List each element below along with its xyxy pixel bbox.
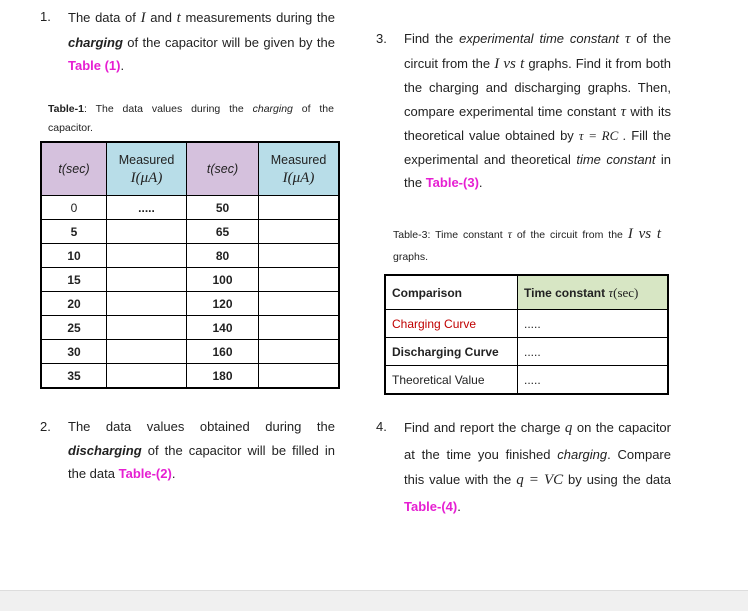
q3-text: Fill the experimental and theoretical: [404, 128, 671, 167]
caption-text: : The data values during the: [83, 103, 253, 115]
caption-text: Table-3: Time constant: [393, 229, 508, 241]
q1-text: of the capacitor will be given by the: [122, 34, 335, 50]
measured-cell[interactable]: [107, 364, 187, 389]
header-measured: [107, 142, 187, 196]
q4-text: Find and report the charge: [404, 420, 565, 435]
table-row: [41, 220, 339, 244]
var-i: I: [140, 10, 146, 26]
q3-text: with its theoretical value obtained by: [404, 103, 672, 143]
q4-emphasis: charging: [557, 446, 608, 462]
time-cell: 35: [41, 364, 107, 389]
q2-emphasis: discharging: [68, 442, 142, 458]
measured-cell[interactable]: [107, 268, 187, 292]
q4-number: 4.: [376, 419, 387, 434]
table-row: [385, 310, 668, 338]
q3-text: Find the: [404, 31, 460, 46]
table-row: [41, 316, 339, 340]
table1: [40, 141, 340, 389]
table-row: [41, 340, 339, 364]
header-measured-label: Measured: [118, 153, 175, 167]
q4-table-ref: Table-(4): [404, 498, 458, 514]
table1-header-row: [41, 142, 339, 196]
tau-symbol: τ: [624, 31, 631, 47]
time-cell: 15: [41, 268, 107, 292]
table-row: [41, 244, 339, 268]
value-cell[interactable]: .....: [518, 338, 669, 366]
q4-text: .: [457, 498, 461, 514]
var-q: q: [564, 420, 573, 436]
value-cell[interactable]: .....: [518, 366, 669, 395]
measured-cell[interactable]: [259, 364, 340, 389]
time-cell: 50: [187, 196, 259, 220]
q1-text: measurements during the: [180, 10, 335, 25]
q3-emphasis: experimental time constant: [459, 31, 620, 46]
row-label: Discharging Curve: [385, 338, 518, 366]
q4-text: by using the data: [563, 472, 671, 487]
q2-text: The data values obtained during the: [68, 419, 335, 434]
table-row: [41, 196, 339, 220]
q2-number: 2.: [40, 419, 51, 434]
time-cell: 65: [187, 220, 259, 244]
measured-cell[interactable]: [107, 220, 187, 244]
measured-cell[interactable]: [259, 244, 340, 268]
q3-text: graphs. Find it from both the charging and discharging graphs. Then, compare experimental time constant: [404, 55, 672, 119]
measured-cell[interactable]: [259, 292, 340, 316]
table-row: [385, 366, 668, 395]
time-cell: 25: [41, 316, 107, 340]
q3-text: .: [478, 175, 483, 190]
row-label: Charging Curve: [385, 310, 518, 338]
header-label: Time constant: [524, 285, 609, 300]
q2-text: .: [171, 466, 176, 481]
q2-text: of the capacitor will be filled in the data: [68, 442, 335, 481]
q1-emphasis: charging: [68, 34, 123, 50]
q3-emphasis: time constant: [576, 151, 656, 167]
q3-paragraph: [404, 27, 671, 195]
time-cell: 120: [187, 292, 259, 316]
header-time-label: t(sec): [58, 162, 90, 176]
measured-cell[interactable]: .....: [107, 196, 187, 220]
value-cell[interactable]: .....: [518, 310, 669, 338]
measured-cell[interactable]: [259, 196, 340, 220]
table-row: [385, 338, 668, 366]
q2-paragraph: [68, 415, 335, 486]
time-cell: 0: [41, 196, 107, 220]
caption-text: of the capacitor.: [48, 103, 334, 134]
table-row: [41, 292, 339, 316]
caption-emphasis: charging: [252, 103, 293, 115]
measured-cell[interactable]: [259, 316, 340, 340]
header-measured: [259, 142, 340, 196]
table3-header-row: [385, 275, 668, 310]
time-cell: 5: [41, 220, 107, 244]
measured-cell[interactable]: [107, 340, 187, 364]
q3-table-ref: Table-(3): [425, 175, 479, 190]
measured-cell[interactable]: [107, 316, 187, 340]
var-t: t: [176, 10, 181, 26]
measured-cell[interactable]: [259, 220, 340, 244]
q1-number: 1.: [40, 9, 51, 24]
header-measured-label: Measured: [270, 153, 327, 167]
measured-cell[interactable]: [259, 268, 340, 292]
q-equation: q = VC: [516, 472, 564, 488]
i-vs-t: I vs t: [494, 55, 525, 72]
q3-number: 3.: [376, 31, 387, 46]
page-footer-bar: [0, 590, 748, 611]
tau-symbol: τ: [507, 227, 512, 241]
time-cell: 30: [41, 340, 107, 364]
table1-caption: [48, 100, 334, 138]
q1-table-ref: Table (1): [68, 58, 121, 73]
q4-text: . Compare this value with the: [404, 446, 671, 487]
header-unit: I(μA): [130, 170, 163, 186]
table-row: [41, 364, 339, 389]
time-cell: 80: [187, 244, 259, 268]
header-time: [187, 142, 259, 196]
table3-caption: [393, 223, 661, 268]
table-row: [41, 268, 339, 292]
time-cell: 140: [187, 316, 259, 340]
table3: [384, 274, 669, 395]
measured-cell[interactable]: [259, 340, 340, 364]
q4-text: on the capacitor at the time you finished: [404, 420, 671, 462]
caption-text: of the circuit from the: [511, 229, 628, 241]
measured-cell[interactable]: [107, 244, 187, 268]
i-vs-t: I vs t: [627, 226, 662, 242]
measured-cell[interactable]: [107, 292, 187, 316]
q1-paragraph: [68, 6, 335, 78]
caption-text: graphs.: [393, 251, 429, 263]
time-cell: 180: [187, 364, 259, 389]
header-time-label: t(sec): [206, 162, 239, 176]
time-cell: 10: [41, 244, 107, 268]
q3-text: in the: [404, 151, 671, 190]
q2-table-ref: Table-(2): [118, 466, 172, 481]
time-cell: 160: [187, 340, 259, 364]
caption-label: Table-1: [48, 103, 84, 115]
header-time-constant: [518, 275, 669, 310]
header-unit: (sec): [613, 284, 639, 300]
tau-equation: τ = RC .: [578, 128, 627, 143]
header-time: [41, 142, 107, 196]
q1-text: and: [145, 10, 177, 25]
header-unit: I(μA): [282, 170, 315, 186]
tau-symbol: τ: [620, 103, 626, 120]
tau-symbol: τ: [608, 284, 614, 300]
q1-text: .: [120, 58, 125, 73]
q1-text: The data of: [68, 10, 141, 25]
time-cell: 20: [41, 292, 107, 316]
header-comparison: Comparison: [385, 275, 518, 310]
q4-paragraph: [404, 415, 671, 519]
q3-text: of the circuit from the: [404, 31, 671, 71]
row-label: Theoretical Value: [385, 366, 518, 395]
time-cell: 100: [187, 268, 259, 292]
